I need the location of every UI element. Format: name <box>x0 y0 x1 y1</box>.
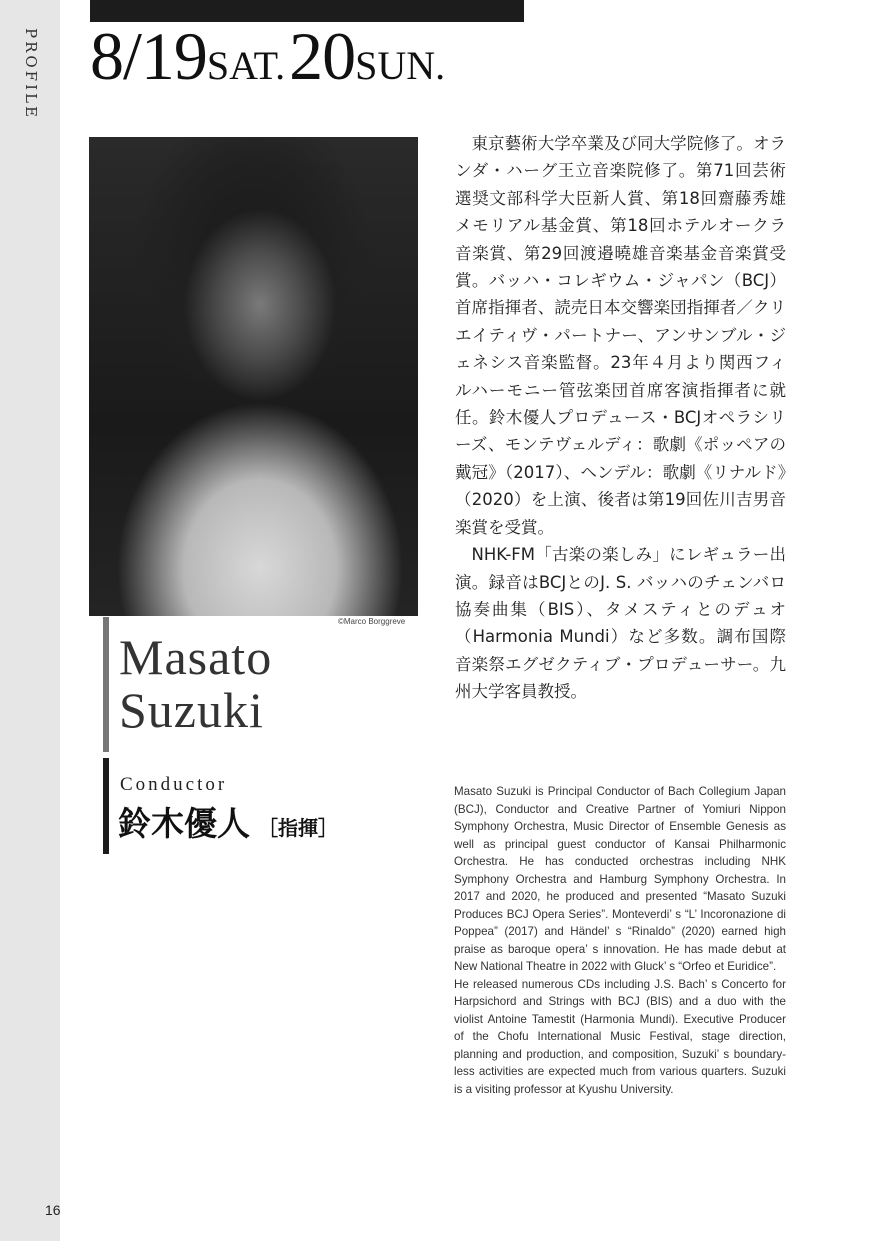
date-1: 8/19 <box>90 18 207 94</box>
artist-name-en-last: Suzuki <box>119 682 264 738</box>
biography-english <box>454 783 786 1098</box>
date-2: 20 <box>289 18 356 94</box>
bio-en-paragraph-2: He released numerous CDs including J.S. Bach’ s Concerto for Harpsichord and Strings with BCJ (BIS) and a duo with the violist Antoine Tamestit (Harmonia Mundi). Executive Producer of the Chofu International Music Festival, stage direction, planning and production, and composition, Suzuki’ s boundary-less activities are expected much from various quarters. Suzuki is a visiting professor at Kyushu University. <box>454 977 786 1096</box>
bio-en-paragraph-1: Masato Suzuki is Principal Conductor of Bach Collegium Japan (BCJ), Conductor and Creative Partner of Yomiuri Nippon Symphony Orchestra, Music Director of Ensemble Genesis as well as principal guest conductor of Kansai Philharmonic Orchestra. He has conducted orchestras including NHK Symphony Orchestra and Hamburg Symphony Orchestra. In 2017 and 2020, he produced and presented “Masato Suzuki Produces BCJ Opera Series”. Monteverdi’ s “L’ Incoronazione di Poppea” (2017) and Händel’ s “Rinaldo” (2020) earned high praise as baroque opera’ s innovation. He has made debut at New National Theatre in 2022 with Gluck’ s “Orfeo et Euridice”. <box>454 785 786 973</box>
artist-name-en-first: Masato <box>119 629 273 685</box>
day-1: SAT. <box>206 43 286 88</box>
sidebar <box>0 0 60 1241</box>
page-number: 16 <box>45 1202 61 1218</box>
section-label: PROFILE <box>22 28 40 120</box>
bio-jp-paragraph-2: NHK-FM「古楽の楽しみ」にレギュラー出演。録音はBCJとのJ. S. バッハのチェンバロ協奏曲集（BIS）、タメスティとのデュオ（Harmonia Mundi）など多数。調布国際音楽祭エグゼクティブ・プロデューサー。九州大学客員教授。 <box>455 545 786 702</box>
biography-japanese <box>455 130 786 706</box>
artist-name-jp: 鈴木優人 <box>118 804 250 843</box>
performance-dates <box>90 18 446 94</box>
accent-bar-dark <box>103 758 109 854</box>
photo-credit: ©Marco Borggreve <box>338 617 406 626</box>
artist-role-en: Conductor <box>120 774 228 795</box>
accent-bar-gray <box>103 617 109 752</box>
artist-role-jp: ［指揮］ <box>258 816 338 840</box>
artist-name-jp-block <box>118 798 338 845</box>
bio-jp-paragraph-1: 東京藝術大学卒業及び同大学院修了。オランダ・ハーグ王立音楽院修了。第71回芸術選奨文部科学大臣新人賞、第18回齋藤秀雄メモリアル基金賞、第18回ホテルオークラ音楽賞、第29回渡邉曉雄音楽基金音楽賞受賞。バッハ・コレギウム・ジャパン（BCJ）首席指揮者、読売日本交響楽団指揮者／クリエイティヴ・パートナー、アンサンブル・ジェネシス音楽監督。23年４月より関西フィルハーモニー管弦楽団首席客演指揮者に就任。鈴木優人プロデュース・BCJオペラシリーズ、モンテヴェルディ：歌劇《ポッペアの戴冠》（2017）、ヘンデル：歌劇《リナルド》（2020）を上演、後者は第19回佐川吉男音楽賞を受賞。 <box>455 134 786 537</box>
day-2: SUN. <box>355 43 446 88</box>
artist-name-en <box>119 631 272 737</box>
artist-photo <box>89 137 418 616</box>
